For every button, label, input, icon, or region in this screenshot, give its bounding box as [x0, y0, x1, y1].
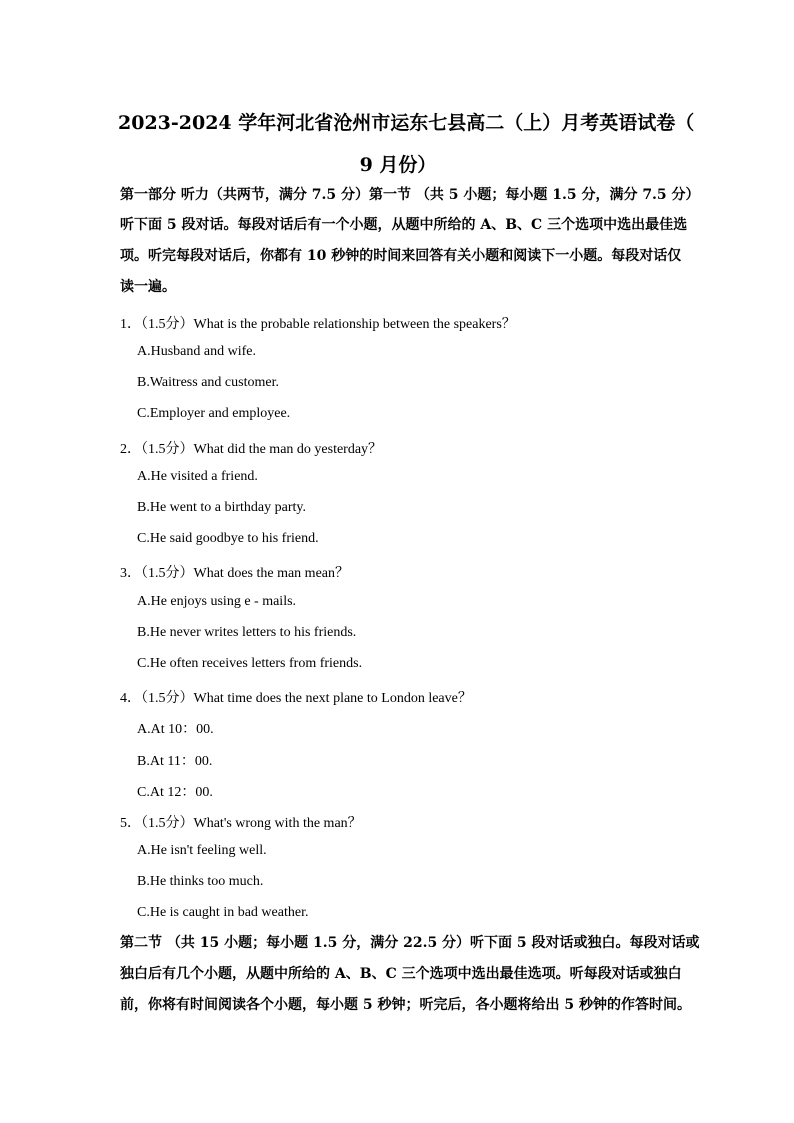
question-4-option-b: B.At 11：00. — [137, 754, 213, 769]
question-2-option-c: C.He said goodbye to his friend. — [137, 531, 319, 546]
question-4-stem: 4．（1.5分）What time does the next plane to London leave？ — [120, 691, 472, 706]
document-title-line-2: 9 月份） — [359, 154, 437, 176]
part1-instructions-line-4: 读一遍。 — [120, 279, 176, 295]
part1-instructions-line-2: 听下面 5 段对话。每段对话后有一个小题，从题中所给的 A、B、C 三个选项中选出最佳选 — [120, 217, 688, 233]
question-4-option-a: A.At 10：00. — [137, 722, 214, 737]
section2-heading: 第二节 （共 15 小题；每小题 1.5 分，满分 22.5 分）听下面 5 段对话或独白。每段对话或 — [120, 935, 700, 951]
question-1-option-b: B.Waitress and customer. — [137, 375, 279, 390]
part1-instructions-line-3: 项。听完每段对话后，你都有 10 秒钟的时间来回答有关小题和阅读下一小题。每段对话仅 — [120, 248, 682, 264]
question-3-option-a: A.He enjoys using e - mails. — [137, 594, 297, 609]
section2-instructions-line-3: 前，你将有时间阅读各个小题，每小题 5 秒钟；听完后，各小题将给出 5 秒钟的作答时间。 — [120, 997, 691, 1013]
question-2-option-a: A.He visited a friend. — [137, 469, 258, 484]
question-1-option-c: C.Employer and employee. — [137, 406, 291, 421]
question-1-stem: 1．（1.5分）What is the probable relationship between the speakers？ — [120, 317, 516, 332]
question-3-option-c: C.He often receives letters from friends. — [137, 656, 363, 671]
question-3-stem: 3．（1.5分）What does the man mean？ — [120, 566, 350, 581]
question-5-stem: 5．（1.5分）What's wrong with the man？ — [120, 816, 362, 831]
question-2-option-b: B.He went to a birthday party. — [137, 500, 306, 515]
question-1-option-a: A.Husband and wife. — [137, 344, 256, 359]
question-5-option-b: B.He thinks too much. — [137, 874, 264, 889]
part1-heading: 第一部分 听力（共两节，满分 7.5 分）第一节 （共 5 小题；每小题 1.5 分，满分 7.5 分） — [120, 187, 700, 203]
question-5-option-a: A.He isn't feeling well. — [137, 843, 267, 858]
question-4-option-c: C.At 12：00. — [137, 785, 213, 800]
question-2-stem: 2．（1.5分）What did the man do yesterday？ — [120, 442, 383, 457]
section2-instructions-line-2: 独白后有几个小题，从题中所给的 A、B、C 三个选项中选出最佳选项。听每段对话或独白 — [120, 966, 682, 982]
document-title-line-1: 2023-2024 学年河北省沧州市运东七县高二（上）月考英语试卷（ — [118, 112, 695, 134]
question-3-option-b: B.He never writes letters to his friends. — [137, 625, 357, 640]
question-5-option-c: C.He is caught in bad weather. — [137, 905, 309, 920]
